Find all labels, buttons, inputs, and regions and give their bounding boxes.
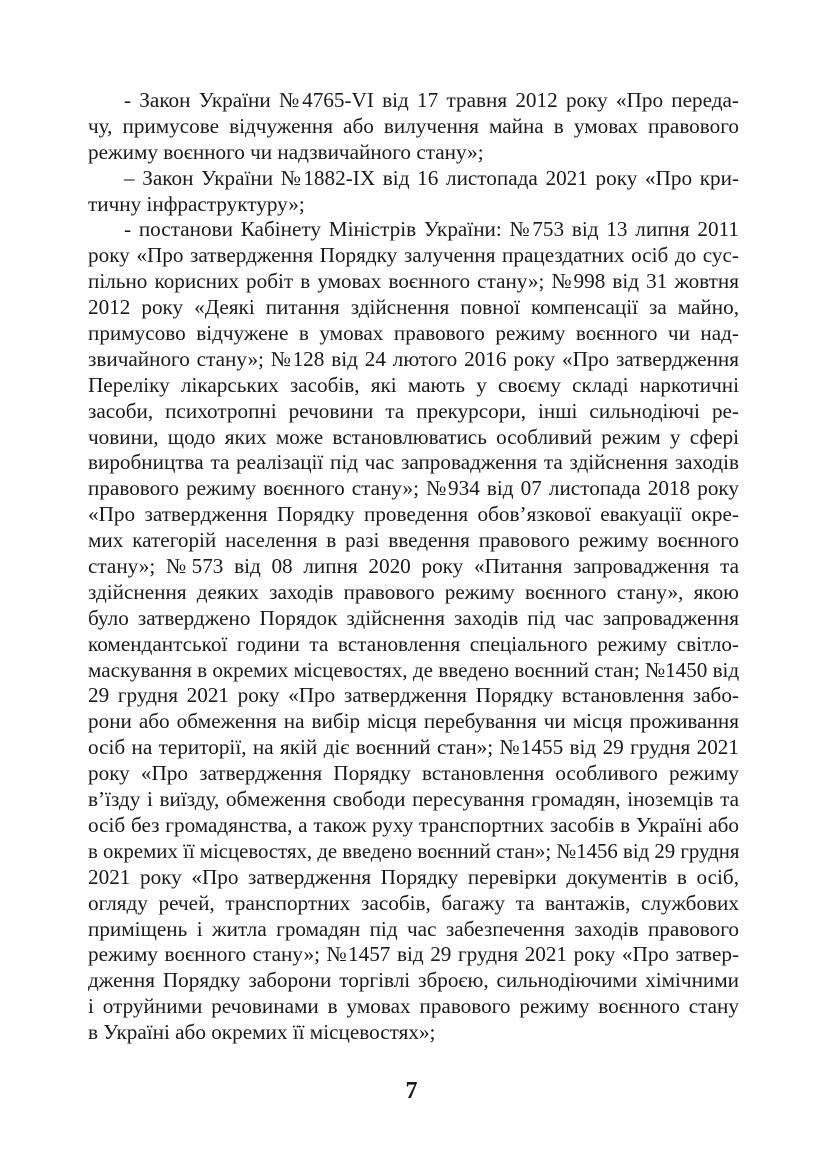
text-line: – Закон України №1882-IX від 16 листопада 2021 року «Про кри- bbox=[124, 165, 739, 190]
text-line: приміщень і житла громадян під час забезпечення заходів правового bbox=[88, 916, 739, 941]
text-line: - Закон України №4765-VI від 17 травня 2012 року «Про переда- bbox=[124, 88, 739, 112]
text-line: осіб без громадянства, а також руху транспортних засобів в Україні або bbox=[88, 812, 739, 837]
text-line: виробництва та реалізації під час запровадження та здійснення заходів bbox=[88, 450, 739, 475]
text-line: дження Порядку заборони торгівлі зброєю, сильнодіючими хімічними bbox=[88, 968, 739, 993]
text-line: «Про затвердження Порядку проведення обов’язкової евакуації окре- bbox=[88, 502, 739, 527]
text-line: звичайного стану»; №128 від 24 лютого 2016 року «Про затвердження bbox=[88, 346, 739, 371]
text-line: року «Про затвердження Порядку встановлення особливого режиму bbox=[88, 761, 739, 786]
text-line: човини, щодо яких може встановлюватись особливий режим у сфері bbox=[88, 424, 739, 449]
text-line: в окремих її місцевостях, де введено воєнний стан»; №1456 від 29 грудня bbox=[88, 839, 740, 863]
text-line: примусово відчужене в умовах правового режиму воєнного чи над- bbox=[88, 321, 739, 346]
text-line: маскування в окремих місцевостях, де введено воєнний стан; №1450 від bbox=[88, 657, 740, 682]
text-line: 2012 року «Деякі питання здійснення повної компенсації за майно, bbox=[88, 295, 739, 320]
text-line: здійснення деяких заходів правового режиму воєнного стану», якою bbox=[88, 579, 739, 604]
text-line: правового режиму воєнного стану»; №934 від 07 листопада 2018 року bbox=[88, 476, 739, 501]
text-line: осіб на території, на якій діє воєнний стан»; №1455 від 29 грудня 2021 bbox=[88, 735, 739, 760]
text-line: тичну інфраструктуру»; bbox=[88, 191, 305, 216]
text-line: - постанови Кабінету Міністрів України: №753 від 13 липня 2011 bbox=[124, 217, 739, 242]
page-number: 7 bbox=[405, 1078, 418, 1104]
text-line: було затверджено Порядок здійснення заходів під час запровадження bbox=[88, 605, 739, 630]
text-line: рони або обмеження на вибір місця перебування чи місця проживання bbox=[88, 709, 739, 734]
text-line: режиму воєнного чи надзвичайного стану»; bbox=[88, 139, 484, 164]
text-line: засоби, психотропні речовини та прекурсори, інші сильнодіючі ре- bbox=[88, 398, 739, 423]
text-line: 29 грудня 2021 року «Про затвердження Порядку встановлення забо- bbox=[88, 683, 739, 708]
text-line: і отруйними речовинами в умовах правового режиму воєнного стану bbox=[88, 994, 739, 1019]
text-line: 2021 року «Про затвердження Порядку перевірки документів в осіб, bbox=[88, 864, 739, 889]
text-line: комендантської години та встановлення спеціального режиму світло- bbox=[88, 631, 739, 656]
text-line: пільно корисних робіт в умовах воєнного стану»; №998 від 31 жовтня bbox=[88, 269, 739, 294]
text-line: в Україні або окремих її місцевостях»; bbox=[88, 1020, 436, 1045]
text-line: в’їзду і виїзду, обмеження свободи пересування громадян, іноземців та bbox=[88, 787, 739, 812]
text-line: огляду речей, транспортних засобів, багажу та вантажів, службових bbox=[88, 890, 739, 915]
text-line: режиму воєнного стану»; №1457 від 29 грудня 2021 року «Про затвер- bbox=[88, 942, 739, 967]
text-line: чу, примусове відчуження або вилучення майна в умовах правового bbox=[88, 113, 739, 138]
text-line: стану»; №573 від 08 липня 2020 року «Питання запровадження та bbox=[88, 554, 739, 579]
text-line: року «Про затвердження Порядку залучення працездатних осіб до сус- bbox=[88, 243, 739, 268]
text-line: Переліку лікарських засобів, які мають у своєму складі наркотичні bbox=[88, 372, 739, 397]
text-line: мих категорій населення в разі введення правового режиму воєнного bbox=[88, 528, 739, 553]
body-text bbox=[88, 88, 739, 1046]
